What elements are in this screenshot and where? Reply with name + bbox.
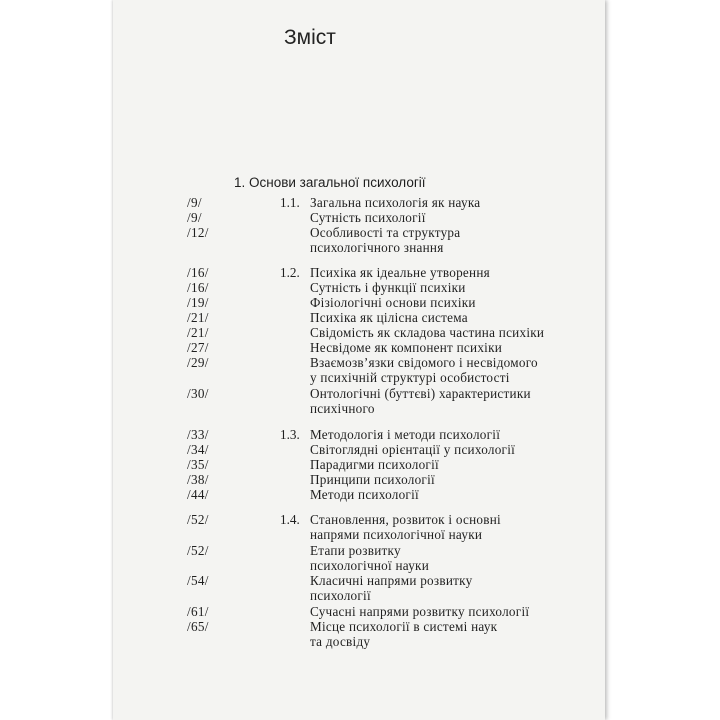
toc-entry-line: Психіка як ідеальне утворення (310, 265, 490, 280)
toc-entry-line: Світоглядні орієнтації у психології (310, 442, 516, 457)
toc-page-number: /27/ (187, 340, 209, 355)
toc-entry-title (310, 310, 468, 325)
toc-entry-title (310, 295, 476, 310)
toc-page-number: /21/ (187, 325, 209, 340)
toc-entry-line: Психіка як цілісна система (310, 310, 468, 325)
toc-entry-line: напрями психологічної науки (310, 527, 483, 542)
toc-page-number: /9/ (187, 210, 202, 225)
toc-entry-line: Класичні напрями розвитку (310, 573, 473, 588)
toc-page-number: /30/ (187, 386, 209, 401)
toc-entry-line: Несвідоме як компонент психіки (310, 340, 503, 355)
toc-entry-title (310, 604, 529, 619)
toc-entry-line: Становлення, розвиток і основні (310, 512, 501, 527)
toc-section-number: 1.3. (280, 427, 300, 442)
toc-entry-title (310, 210, 426, 225)
toc-entry-line: Особливості та структура (310, 225, 461, 240)
toc-entry-line: Методологія і методи психології (310, 427, 501, 442)
chapter-heading: 1. Основи загальної психології (234, 175, 426, 190)
toc-entry-line: та досвіду (310, 634, 371, 649)
toc-page-number: /21/ (187, 310, 209, 325)
toc-entry-title (310, 355, 538, 385)
toc-page-number: /16/ (187, 280, 209, 295)
toc-entry-title (310, 487, 419, 502)
toc-entry-line: Сучасні напрями розвитку психології (310, 604, 530, 619)
toc-page-number: /16/ (187, 265, 209, 280)
toc-entry-line: психічного (310, 401, 375, 416)
toc-page-number: /29/ (187, 355, 209, 370)
toc-entry-line: Загальна психологія як наука (310, 195, 481, 210)
toc-entry-line: Онтологічні (буттєві) характеристики (310, 386, 531, 401)
toc-entry-title (310, 340, 502, 355)
toc-entry-line: Етапи розвитку (310, 543, 401, 558)
toc-page-number: /33/ (187, 427, 209, 442)
toc-entry-title (310, 573, 472, 603)
toc-entry-line: Сутність психології (310, 210, 426, 225)
toc-entry-title (310, 325, 544, 340)
toc-entry-title (310, 543, 429, 573)
toc-page-number: /12/ (187, 225, 209, 240)
toc-entry-line: психологічної науки (310, 558, 430, 573)
toc-entry-title (310, 457, 439, 472)
toc-page-number: /35/ (187, 457, 209, 472)
toc-page-number: /54/ (187, 573, 209, 588)
toc-page-number: /19/ (187, 295, 209, 310)
toc-entry-title (310, 386, 531, 416)
toc-entry-title (310, 472, 435, 487)
toc-entry-line: у психічній структурі особистості (310, 370, 510, 385)
toc-page-number: /52/ (187, 543, 209, 558)
toc-entry-line: Сутність і функції психіки (310, 280, 466, 295)
toc-entry-title (310, 512, 501, 542)
toc-page-number: /38/ (187, 472, 209, 487)
toc-entry-title (310, 619, 497, 649)
toc-entry-title (310, 195, 480, 210)
toc-section-number: 1.1. (280, 195, 300, 210)
toc-entry-line: психологічного знання (310, 240, 444, 255)
toc-section-number: 1.2. (280, 265, 300, 280)
toc-section-number: 1.4. (280, 512, 300, 527)
toc-page-number: /34/ (187, 442, 209, 457)
toc-entry-line: Місце психології в системі наук (310, 619, 498, 634)
toc-entry-line: Принципи психології (310, 472, 435, 487)
toc-page-number: /61/ (187, 604, 209, 619)
toc-page-number: /65/ (187, 619, 209, 634)
toc-entry-title (310, 280, 466, 295)
toc-page-number: /52/ (187, 512, 209, 527)
toc-entry-title (310, 442, 515, 457)
toc-entry-line: Методи психології (310, 487, 419, 502)
toc-entry-title (310, 265, 490, 280)
toc-entry-line: психології (310, 588, 371, 603)
toc-entry-title (310, 225, 460, 255)
toc-entry-line: Свідомість як складова частина психіки (310, 325, 545, 340)
toc-entry-line: Взаємозв’язки свідомого і несвідомого (310, 355, 538, 370)
toc-page-number: /44/ (187, 487, 209, 502)
toc-entry-line: Фізіологічні основи психіки (310, 295, 476, 310)
toc-page-number: /9/ (187, 195, 202, 210)
toc-entry-title (310, 427, 500, 442)
page-title: Зміст (284, 26, 336, 49)
toc-entry-line: Парадигми психології (310, 457, 439, 472)
